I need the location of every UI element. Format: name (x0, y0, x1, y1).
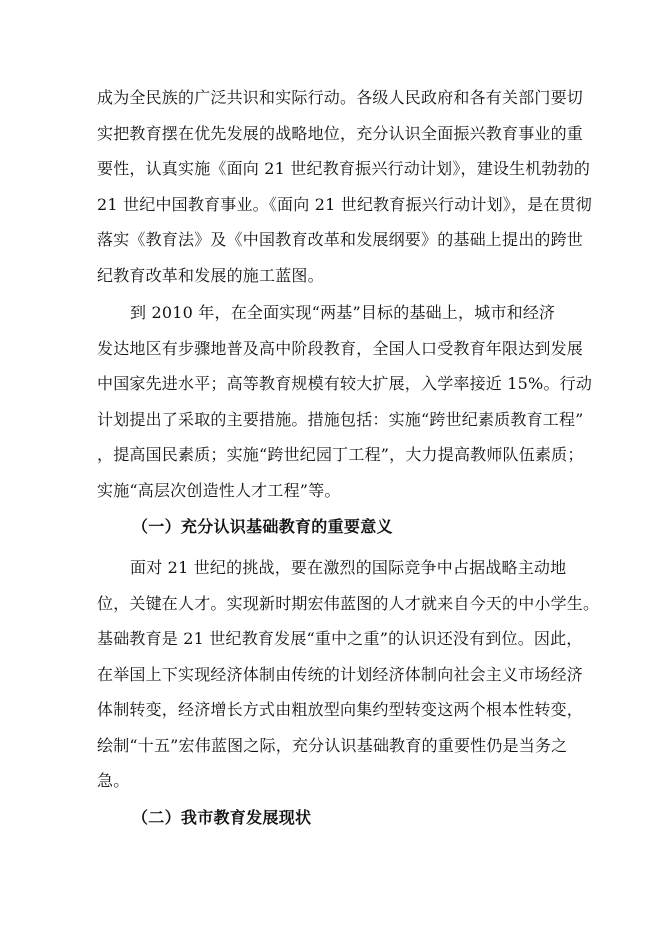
paragraph-line: 21 世纪中国教育事业。《面向 21 世纪教育振兴行动计划》，是在贯彻 (97, 195, 592, 214)
paragraph-line: 实施“高层次创造性人才工程”等。 (97, 481, 341, 500)
paragraph-line: 在举国上下实现经济体制由传统的计划经济体制向社会主义市场经济 (97, 665, 584, 684)
paragraph-line: 成为全民族的广泛共识和实际行动。各级人民政府和各有关部门要切 (97, 88, 584, 107)
paragraph-line: 要性，认真实施《面向 21 世纪教育振兴行动计划》，建设生机勃勃的 (97, 159, 591, 178)
paragraph-line: 急。 (97, 771, 130, 790)
paragraph-line: 发达地区有步骤地普及高中阶段教育，全国人口受教育年限达到发展 (97, 339, 584, 358)
paragraph-line: 体制转变，经济增长方式由粗放型向集约型转变这两个根本性转变， (97, 700, 584, 719)
section-heading-2: （二）我市教育发展现状 (132, 808, 312, 827)
paragraph-line: 中国家先进水平；高等教育规模有较大扩展，入学率接近 15%。行动 (97, 374, 593, 393)
section-heading-1: （一）充分认识基础教育的重要意义 (132, 517, 393, 536)
paragraph-line: 位，关键在人才。实现新时期宏伟蓝图的人才就来自今天的中小学生。 (97, 594, 600, 613)
paragraph-line: 实把教育摆在优先发展的战略地位，充分认识全面振兴教育事业的重 (97, 124, 584, 143)
paragraph-line: 到 2010 年，在全面实现“两基”目标的基础上，城市和经济 (130, 303, 556, 322)
paragraph-line: 基础教育是 21 世纪教育发展“重中之重”的认识还没有到位。因此， (97, 629, 583, 648)
paragraph-line: 计划提出了采取的主要措施。措施包括：实施“跨世纪素质教育工程” (97, 410, 584, 429)
paragraph-line: 落实《教育法》及《中国教育改革和发展纲要》的基础上提出的跨世 (97, 230, 584, 249)
paragraph-line: ，提高国民素质；实施“跨世纪园丁工程”，大力提高教师队伍素质； (97, 445, 584, 464)
paragraph-line: 纪教育改革和发展的施工蓝图。 (97, 266, 324, 285)
paragraph-line: 绘制“十五”宏伟蓝图之际，充分认识基础教育的重要性仍是当务之 (97, 736, 568, 755)
paragraph-line: 面对 21 世纪的挑战，要在激烈的国际竞争中占据战略主动地 (130, 558, 567, 577)
